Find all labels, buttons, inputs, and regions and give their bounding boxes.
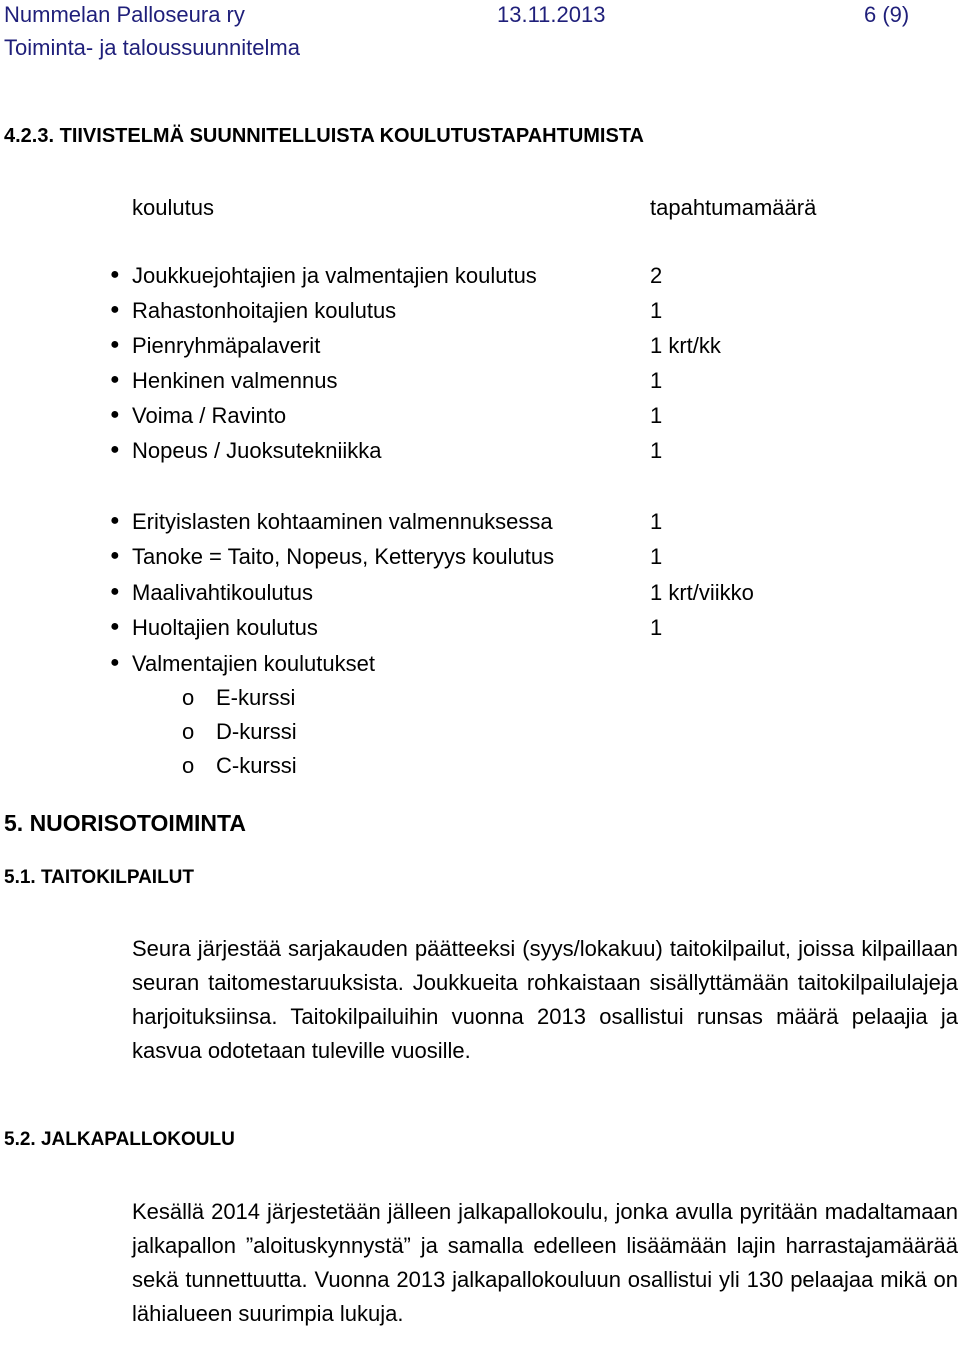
training-name: Henkinen valmennus	[132, 368, 338, 393]
course-name: C-kurssi	[216, 753, 297, 778]
bullet-icon: ●	[110, 512, 120, 529]
bullet-icon: ●	[110, 336, 120, 353]
training-count: 1	[650, 403, 663, 428]
paragraph-jalkapallokoulu: Kesällä 2014 järjestetään jälleen jalkapallokoulu, jonka avulla pyritään madaltamaan jalkapallon ”aloituskynnystä” ja samalla edelleen lisäämään lajin harrastajamäärää sekä tunnettuutta. Vuonna 2013 jalkapallokouluun osallistui yli 130 pelaajaa mikä on lähialueen suurimpia lukuja.	[132, 1199, 958, 1326]
training-name: Rahastonhoitajien koulutus	[132, 298, 397, 323]
document-date: 13.11.2013	[497, 2, 606, 27]
training-count: 1 krt/viikko	[650, 580, 754, 605]
organization-name: Nummelan Palloseura ry	[4, 2, 245, 27]
training-count: 1	[650, 368, 663, 393]
section-heading-5-2: 5.2. JALKAPALLOKOULU	[4, 1129, 235, 1150]
training-count: 1 krt/kk	[650, 333, 721, 358]
training-name: Joukkuejohtajien ja valmentajien koulutus	[132, 263, 537, 288]
training-name: Valmentajien koulutukset	[132, 651, 375, 676]
column-heading-count: tapahtumamäärä	[650, 195, 817, 220]
course-name: D-kurssi	[216, 719, 297, 744]
bullet-icon: ●	[110, 583, 120, 600]
bullet-icon: ●	[110, 654, 120, 671]
bullet-icon: ●	[110, 406, 120, 423]
training-count: 1	[650, 615, 663, 640]
training-name: Tanoke = Taito, Nopeus, Ketteryys koulutus	[132, 544, 555, 569]
training-count: 2	[650, 263, 663, 288]
paragraph-taitokilpailut: Seura järjestää sarjakauden päätteeksi (syys/lokakuu) taitokilpailut, joissa kilpaillaan seuran taitomestaruuksista. Joukkueita rohkaistaan sisällyttämään taitokilpailulajeja harjoituksiinsa. Taitokilpailuihin vuonna 2013 osallistui runsas määrä pelaajia ja kasvua odotetaan tuleville vuosille.	[132, 936, 958, 1063]
bullet-icon: ●	[110, 441, 120, 458]
training-name: Huoltajien koulutus	[132, 615, 318, 640]
column-heading-training: koulutus	[132, 195, 214, 220]
training-name: Voima / Ravinto	[132, 403, 287, 428]
training-count: 1	[650, 509, 663, 534]
bullet-icon: ●	[110, 301, 120, 318]
circle-bullet-icon: o	[182, 719, 195, 744]
document-title: Toiminta- ja taloussuunnitelma	[4, 35, 300, 60]
section-heading-4-2-3: 4.2.3. TIIVISTELMÄ SUUNNITELLUISTA KOULUTUSTAPAHTUMISTA	[4, 125, 644, 147]
course-name: E-kurssi	[216, 685, 296, 710]
training-name: Nopeus / Juoksutekniikka	[132, 438, 382, 463]
training-name: Pienryhmäpalaverit	[132, 333, 321, 358]
circle-bullet-icon: o	[182, 753, 195, 778]
training-count: 1	[650, 298, 663, 323]
bullet-icon: ●	[110, 371, 120, 388]
circle-bullet-icon: o	[182, 685, 195, 710]
training-name: Maalivahtikoulutus	[132, 580, 313, 605]
training-count: 1	[650, 544, 663, 569]
bullet-icon: ●	[110, 618, 120, 635]
bullet-icon: ●	[110, 547, 120, 564]
section-heading-5-1: 5.1. TAITOKILPAILUT	[4, 867, 195, 888]
training-count: 1	[650, 438, 663, 463]
section-heading-5: 5. NUORISOTOIMINTA	[4, 810, 246, 836]
training-name: Erityislasten kohtaaminen valmennuksessa	[132, 509, 553, 534]
bullet-icon: ●	[110, 266, 120, 283]
page-number: 6 (9)	[864, 2, 910, 27]
